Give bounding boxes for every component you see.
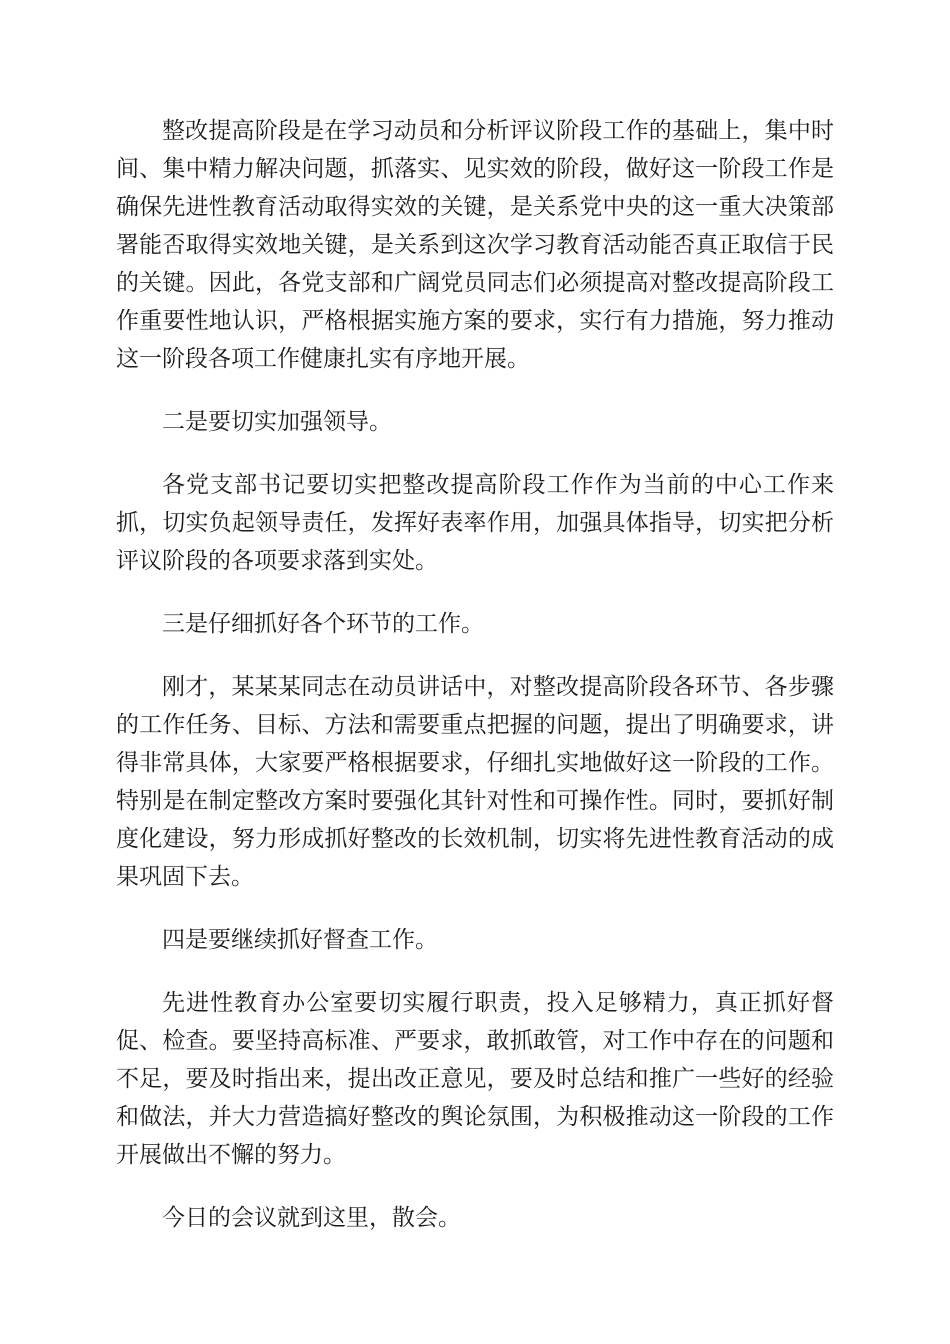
heading-point-four: 四是要继续抓好督查工作。 <box>162 927 438 953</box>
paragraph-leadership: 各党支部书记要切实把整改提高阶段工作作为当前的中心工作来抓，切实负起领导责任，发挥好表率作用，加强具体指导，切实把分析评议阶段的各项要求落到实处。 <box>116 472 834 574</box>
heading-point-two: 二是要切实加强领导。 <box>162 409 392 435</box>
paragraph-intro: 整改提高阶段是在学习动员和分析评议阶段工作的基础上，集中时间、集中精力解决问题，抓落实、见实效的阶段，做好这一阶段工作是确保先进性教育活动取得实效的关键，是关系党中央的这一重大决策部署能否取得实效地关键，是关系到这次学习教育活动能否真正取信于民的关键。因此，各党支部和广阔党员同志们必须提高对整改提高阶段工作重要性地认识，严格根据实施方案的要求，实行有力措施，努力推动这一阶段各项工作健康扎实有序地开展。 <box>116 118 834 372</box>
document-body <box>116 112 834 1262</box>
paragraph-supervision: 先进性教育办公室要切实履行职责，投入足够精力，真正抓好督促、检查。要坚持高标准、严要求，敢抓敢管，对工作中存在的问题和不足，要及时指出来，提出改正意见，要及时总结和推广一些好的经验和做法，并大力营造搞好整改的舆论氛围，为积极推动这一阶段的工作开展做出不懈的努力。 <box>116 990 834 1168</box>
paragraph-closing: 今日的会议就到这里，散会。 <box>162 1205 461 1231</box>
paragraph-work-steps: 刚才，某某某同志在动员讲话中，对整改提高阶段各环节、各步骤的工作任务、目标、方法和需要重点把握的问题，提出了明确要求，讲得非常具体，大家要严格根据要求，仔细扎实地做好这一阶段的工作。特别是在制定整改方案时要强化其针对性和可操作性。同时，要抓好制度化建设，努力形成抓好整改的长效机制，切实将先进性教育活动的成果巩固下去。 <box>116 674 834 890</box>
heading-point-three: 三是仔细抓好各个环节的工作。 <box>162 611 484 637</box>
